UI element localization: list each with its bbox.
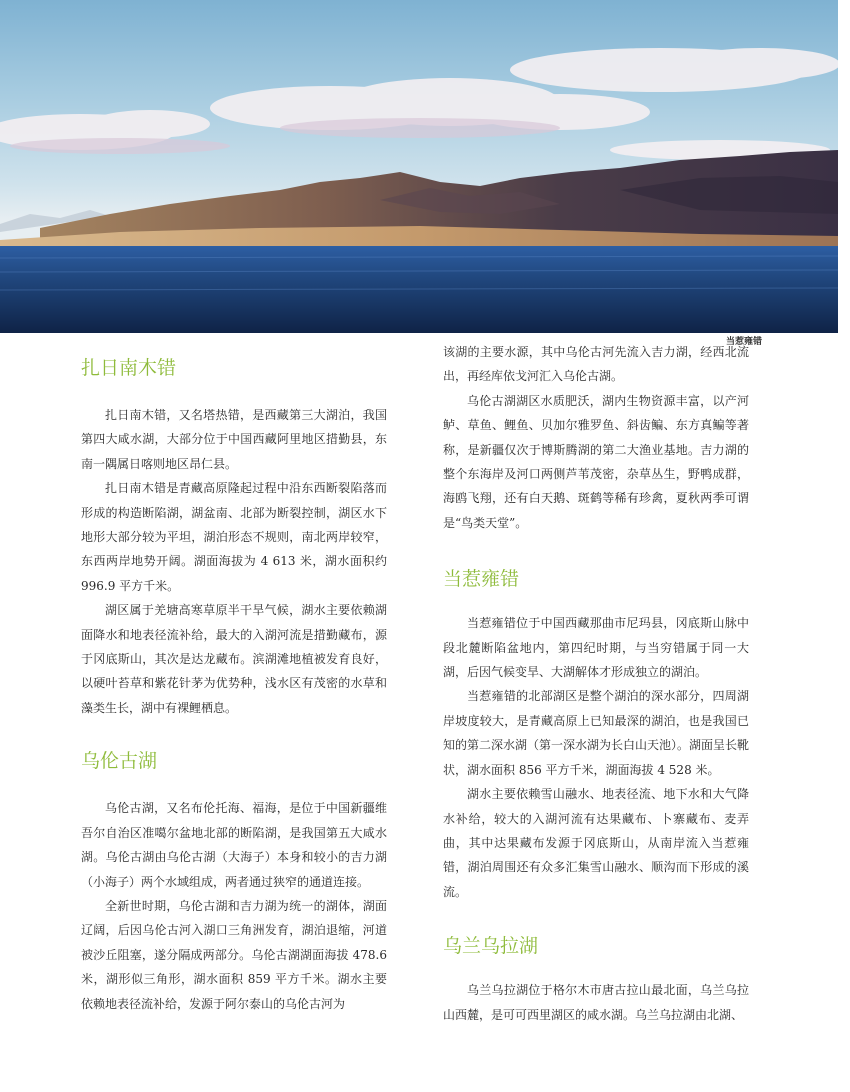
section-body-ulungur-lake	[81, 796, 387, 1016]
paragraph: 乌伦古湖湖区水质肥沃，湖内生物资源丰富，以产河鲈、草鱼、鲤鱼、贝加尔雅罗鱼、斜齿鳊、东方真鳊等著称，是新疆仅次于博斯腾湖的第二大渔业基地。吉力湖的整个东海岸及河口两侧芦苇茂密，杂草丛生，野鸭成群，海鸥飞翔，还有白天鹅、斑鹤等稀有珍禽，夏秋两季可谓是“鸟类天堂”。	[443, 393, 749, 530]
section-title-ulan-ul-lake: 乌兰乌拉湖	[443, 935, 539, 958]
paragraph: 扎日南木错是青藏高原隆起过程中沿东西断裂陷落而形成的构造断陷湖，湖盆南、北部为断裂控制，湖区水下地形大部分较为平坦，湖泊形态不规则，南北两岸较窄，东西两岸地势开阔。湖面海拔为 4 613 米，湖水面积约 996.9 平方千米。	[81, 481, 387, 593]
paragraph: 全新世时期，乌伦古湖和吉力湖为统一的湖体，湖面辽阔，后因乌伦古河入湖口三角洲发育，湖泊退缩，河道被沙丘阻塞，遂分隔成两部分。乌伦古湖湖面海拔 478.6 米，湖形似三角形，湖水面积 859 平方千米。湖水主要依赖地表径流补给，发源于阿尔泰山的乌伦古河为	[81, 898, 387, 1011]
section-body-ulan-ul-lake	[443, 978, 749, 1027]
section-title-dangra-yumco: 当惹雍错	[443, 568, 520, 591]
section-body-dangra-yumco	[443, 611, 749, 904]
section-body-zhari-namco	[81, 403, 387, 720]
paragraph: 扎日南木错，又名塔热错，是西藏第三大湖泊，我国第四大咸水湖，大部分位于中国西藏阿里地区措勤县，东南一隅属日喀则地区昂仁县。	[81, 408, 387, 471]
paragraph-continuation: 该湖的主要水源，其中乌伦古河先流入吉力湖，经西北流出，再经库依戈河汇入乌伦古湖。	[443, 345, 749, 384]
section-title-ulungur-lake: 乌伦古湖	[81, 750, 158, 773]
left-column	[81, 340, 387, 1016]
paragraph: 当惹雍错位于中国西藏那曲市尼玛县，冈底斯山脉中段北麓断陷盆地内，第四纪时期，与当穷错属于同一大湖，后因气候变旱、大湖解体才形成独立的湖泊。	[443, 616, 749, 680]
lake-landscape-illustration	[0, 0, 838, 333]
lake-photo	[0, 0, 838, 333]
paragraph: 当惹雍错的北部湖区是整个湖泊的深水部分，四周湖岸坡度较大，是青藏高原上已知最深的湖泊，也是我国已知的第二深水湖（第一深水湖为长白山天池）。湖面呈长靴状，湖水面积 856 平方千米，湖面海拔 4 528 米。	[443, 689, 750, 777]
section-title-zhari-namco: 扎日南木错	[81, 357, 177, 379]
paragraph: 湖水主要依赖雪山融水、地表径流、地下水和大气降水补给，较大的入湖河流有达果藏布、卜寨藏布、麦弄曲，其中达果藏布发源于冈底斯山，从南岸流入当惹雍错，湖泊周围还有众多汇集雪山融水、顺沟而下形成的溪流。	[443, 787, 749, 899]
right-column	[443, 340, 749, 1027]
photo-caption: 当惹雍错	[725, 337, 762, 347]
paragraph: 乌伦古湖，又名布伦托海、福海，是位于中国新疆维吾尔自治区准噶尔盆地北部的断陷湖，是我国第五大咸水湖。乌伦古湖由乌伦古湖（大海子）本身和较小的吉力湖（小海子）两个水域组成，两者通过狭窄的通道连接。	[81, 801, 387, 889]
paragraph: 湖区属于羌塘高寒草原半干旱气候，湖水主要依赖湖面降水和地表径流补给，最大的入湖河流是措勤藏布，源于冈底斯山，其次是达龙藏布。滨湖滩地植被发育良好，以硬叶苔草和紫花针茅为优势种，浅水区有茂密的水草和藻类生长，湖中有裸鲤栖息。	[81, 603, 387, 715]
paragraph: 乌兰乌拉湖位于格尔木市唐古拉山最北面，乌兰乌拉山西麓，是可可西里湖区的咸水湖。乌兰乌拉湖由北湖、	[443, 983, 749, 1022]
